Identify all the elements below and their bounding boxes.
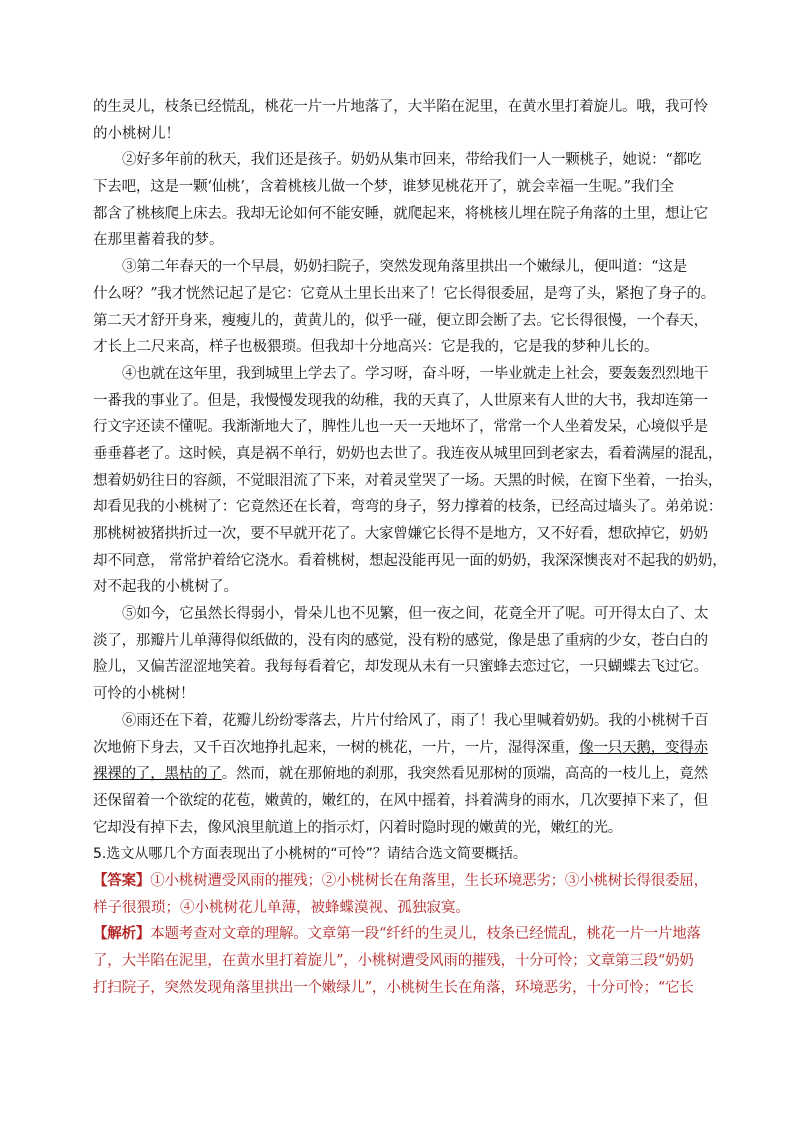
text-line: 的生灵儿，枝条已经慌乱，桃花一片一片地落了，大半陷在泥里，在黄水里打着旋儿。哦，我可怜 xyxy=(93,99,708,115)
text-line: 还保留着一个欲绽的花苞，嫩黄的，嫩红的，在风中摇着，抖着满身的雨水，几次要掉下来了，但 xyxy=(93,792,708,809)
paragraph-2 xyxy=(93,147,708,254)
text-line: ④也就在这年里，我到城里上学去了。学习呀，奋斗呀，一毕业就走上社会，要轰轰烈烈地干 xyxy=(122,365,709,382)
text-line: 却看见我的小桃树了：它竟然还在长着，弯弯的身子，努力撑着的枝条，已经高过墙头了。弟弟说： xyxy=(93,499,723,516)
analysis-text: “它长 xyxy=(657,979,694,996)
paragraph-6 xyxy=(93,708,709,841)
paragraph-4 xyxy=(93,361,727,601)
text-line: 想着奶奶往日的容颜，不觉眼泪流了下来，对着灵堂哭了一场。天黑的时候，在窗下坐着，一抬头， xyxy=(93,472,723,489)
text-line: ⑤如今，它虽然长得弱小，骨朵儿也不见繁，但一夜之间，花竟全开了呢。可开得太白了、太 xyxy=(122,606,709,623)
underlined-text: 像一只天鹅，变得赤 xyxy=(579,739,708,756)
question-text: 5.选文从哪几个方面表现出了小桃树的“可怜”？请结合选文简要概括。 xyxy=(93,846,527,863)
text-line: 才长上二尺来高，样子也极猥琐。但我却十分地高兴：它是我的，它是我的梦种儿长的。 xyxy=(93,339,659,356)
text-line: 淡了，那瓣片儿单薄得似纸做的，没有肉的感觉，没有粉的感觉，像是患了重病的少女，苍白白的 xyxy=(93,632,708,649)
answer-block xyxy=(93,868,708,921)
analysis-text: 打扫院子，突然发现角落里拱出一个嫩绿儿”，小桃树生长在角落，环境恶劣，十分可怜； xyxy=(93,979,658,996)
analysis-text: 了，大半陷在泥里，在黄水里打着旋儿”，小桃树遭受风雨的摧残，十分可怜；文章第三段“奶奶 xyxy=(93,953,694,969)
text-line xyxy=(93,975,705,1002)
answer-text: ①小桃树遭受风雨的摧残；②小桃树长在角落里，生长环境恶劣；③小桃树长得很委屈， xyxy=(150,872,708,889)
analysis-text: 本题考查对文章的理解。文章第一段“纤纤的生灵儿，枝条已经慌乱，桃花一片一片地落 xyxy=(150,926,701,943)
text-run: 次地俯下身去，又千百次地挣扎起来，一树的桃花，一片，一片，湿得深重， xyxy=(93,739,580,756)
paragraph-5 xyxy=(93,601,709,708)
text-line: 什么呀？”我才恍然记起了是它：它竟从土里长出来了！它长得很委屈，是弯了头，紧抱了身子的。 xyxy=(93,285,716,302)
text-line: 垂垂暮老了。这时候，真是祸不单行，奶奶也去世了。我连夜从城里回到老家去，看着满屋的混乱， xyxy=(93,445,723,462)
text-line xyxy=(93,761,708,788)
text-line xyxy=(93,921,705,948)
text-line xyxy=(93,735,708,762)
text-run: 。然而，就在那俯地的刹那，我突然看见那树的顶端，高高的一枝儿上，竟然 xyxy=(221,766,708,783)
text-line: ③第二年春天的一个早晨，奶奶扫院子，突然发现角落里拱出一个嫩绿儿，便叫道：“这是 xyxy=(122,259,687,276)
paragraph-1 xyxy=(93,94,708,147)
answer-text: 样子很猥琐；④小桃树花儿单薄，被蜂蝶漠视、孤独寂寞。 xyxy=(93,899,470,916)
text-line: 那桃树被猪拱折过一次，要不早就开花了。大家曾嫌它长得不是地方，又不好看，想砍掉它，奶奶 xyxy=(93,526,708,542)
analysis-block xyxy=(93,921,705,1001)
text-line: 它却没有掉下去，像风浪里航道上的指示灯，闪着时隐时现的嫩黄的光，嫩红的光。 xyxy=(93,819,623,836)
text-line xyxy=(93,868,708,895)
text-line: ⑥雨还在下着，花瓣儿纷纷零落去，片片付给风了，雨了！我心里喊着奶奶。我的小桃树千百 xyxy=(122,712,709,729)
analysis-tag: 【解析】 xyxy=(93,925,151,943)
text-line: 却不同意， 常常护着给它浇水。看着桃树，想起没能再见一面的奶奶，我深深懊丧对不起我的奶奶， xyxy=(93,552,727,569)
text-line: 脸儿，又偏苦涩涩地笑着。我每每看着它，却发现从未有一只蜜蜂去恋过它，一只蝴蝶去飞过它。 xyxy=(93,659,708,676)
answer-tag: 【答案】 xyxy=(93,871,151,889)
underlined-text: 裸裸的了，黑枯的了 xyxy=(93,766,222,783)
text-line: 都含了桃核爬上床去。我却无论如何不能安睡，就爬起来，将桃核儿埋在院子角落的土里，想让它 xyxy=(93,205,708,222)
text-line: ②好多年前的秋天，我们还是孩子。奶奶从集市回来，带给我们一人一颗桃子，她说：“都吃 xyxy=(122,152,702,169)
text-line: 行文字还读不懂呢。我渐渐地大了，脾性儿也一天一天地坏了，常常一个人坐着发呆，心境似乎是 xyxy=(93,419,708,436)
text-line: 可怜的小桃树！ xyxy=(93,686,195,703)
document-page xyxy=(93,94,727,1001)
text-line: 对不起我的小桃树了。 xyxy=(93,579,238,596)
text-line: 在那里蓄着我的梦。 xyxy=(93,232,224,249)
text-line: 一番我的事业了。但是，我慢慢发现我的幼稚，我的天真了，人世原来有人世的大书，我却连第一 xyxy=(93,392,708,409)
paragraph-3 xyxy=(93,254,716,361)
text-line: 的小桃树儿！ xyxy=(93,125,180,142)
text-line: 第二天才舒开身来，瘦瘦儿的，黄黄儿的，似乎一碰，便立即会断了去。它长得很慢，一个春天， xyxy=(93,312,708,329)
text-line: 下去吧，这是一颗‘仙桃’，含着桃核儿做一个梦，谁梦见桃花开了，就会幸福一生呢。”我们全 xyxy=(93,179,674,196)
